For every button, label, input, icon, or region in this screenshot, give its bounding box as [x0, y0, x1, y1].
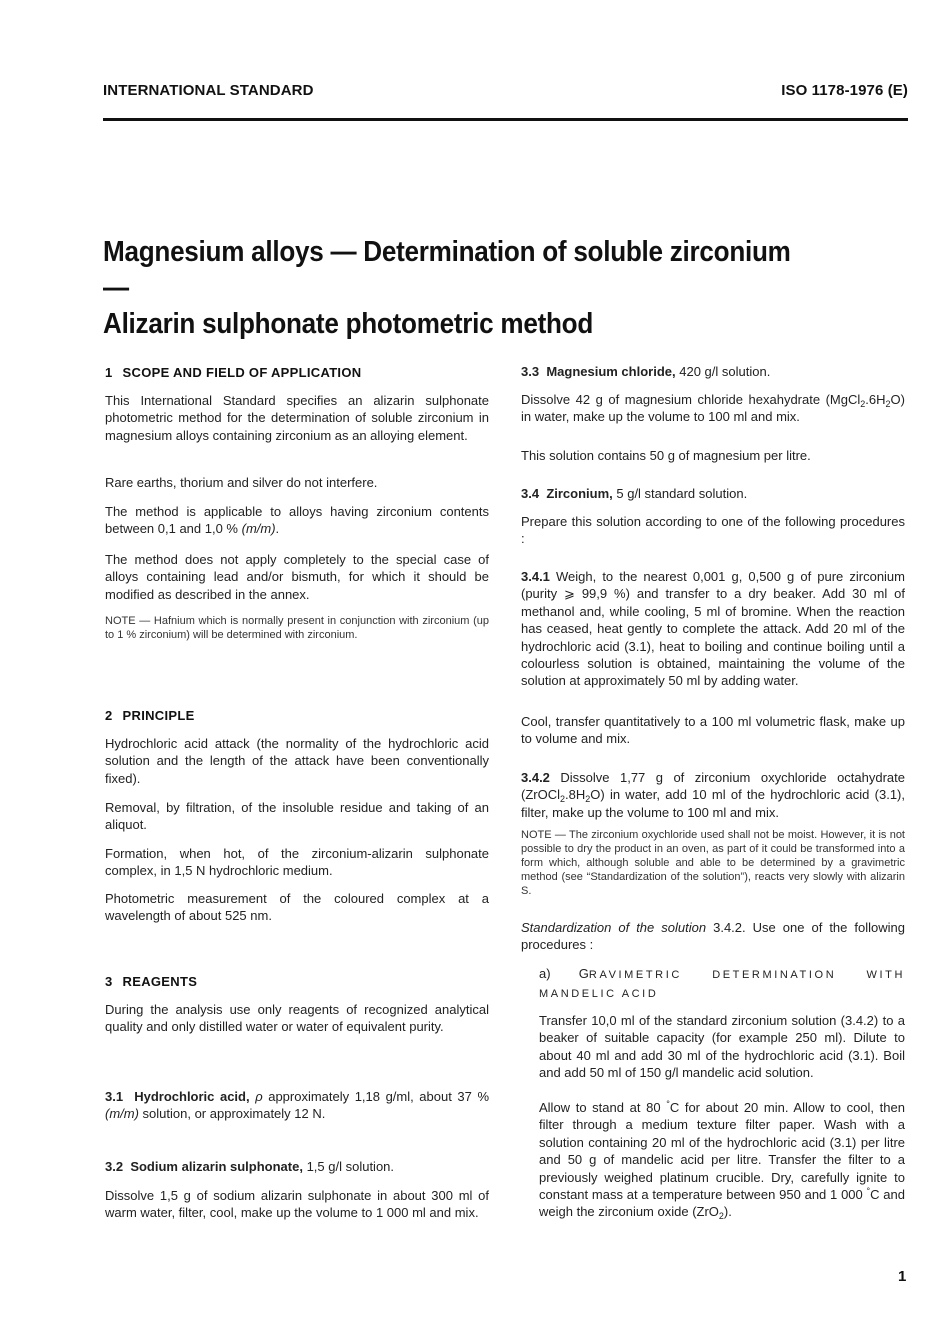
running-header: [103, 82, 908, 99]
section-1-paragraph-1: This International Standard specifies an alizarin sulphonate photometric method for the determination of soluble zirconium in magnesium alloys containing zirconium as an alloying element.: [105, 393, 489, 443]
section-2-heading: 2 PRINCIPLE: [105, 708, 195, 723]
subsection-3-4-paragraph: Prepare this solution according to one of the following procedures :: [521, 514, 905, 547]
subsection-3-2-paragraph: Dissolve 1,5 g of sodium alizarin sulphonate in about 300 ml of warm water, filter, cool, make up the volume to 1 000 ml and mix.: [105, 1188, 489, 1221]
section-2-paragraph-3: Formation, when hot, of the zirconium-alizarin sulphonate complex, in 1,5 N hydrochloric medium.: [105, 846, 489, 879]
subsection-3-4-2-note: NOTE — The zirconium oxychloride used shall not be moist. However, it is not possible to dry the product in an oven, as part of it could be transformed into a form which, although soluble and able to be determined by a gravimetric method (see “Standardization of the solution”), reacts very slowly with alizarin S.: [521, 829, 905, 897]
header-series: INTERNATIONAL STANDARD: [103, 82, 314, 99]
procedure-a-paragraph-1: Transfer 10,0 ml of the standard zirconium solution (3.4.2) to a beaker of suitable capacity (for example 250 ml). Dilute to about 40 ml and add 30 ml of the hydrochloric acid (3.1). Boil and add 50 ml of 150 g/l mandelic acid solution.: [539, 1013, 905, 1081]
header-rule: [103, 118, 908, 121]
subsection-3-4-2-paragraph: 3.4.2 Dissolve 1,77 g of zirconium oxychloride octahydrate $(ZrOCl_2.8H_2O)$ in water, add 10 ml of the hydrochloric acid (3.1), filter, make up the volume to 100 ml and mix.: [521, 770, 905, 820]
subsection-3-2-heading: 3.2 Sodium alizarin sulphonate, 1,5 g/l solution.: [105, 1159, 395, 1174]
section-1-paragraph-2: Rare earths, thorium and silver do not interfere.: [105, 475, 378, 490]
section-1-paragraph-3: The method is applicable to alloys having zirconium contents between 0,1 and 1,0 % (m/m).: [105, 504, 489, 537]
title-line-1: Magnesium alloys — Determination of soluble zirconium —: [103, 236, 791, 304]
standardization-intro: Standardization of the solution 3.4.2. Use one of the following procedures :: [521, 920, 905, 953]
page-number: 1: [898, 1268, 907, 1285]
subsection-3-4-1-paragraph-2: Cool, transfer quantitatively to a 100 ml volumetric flask, make up to volume and mix.: [521, 714, 905, 747]
section-3-paragraph-1: During the analysis use only reagents of recognized analytical quality and only distilled water or water of equivalent purity.: [105, 1002, 489, 1035]
subsection-3-4-1-paragraph-1: 3.4.1 Weigh, to the nearest 0,001 g, 0,500 g of pure zirconium (purity ⩾ 99,9 %) and transfer to a dry beaker. Add 30 ml of methanol and, while cooling, 5 ml of bromine. When the reaction has ceased, heat gently to complete the attack. Add 20 ml of the hydrochloric acid (3.1), heat to boiling and continue boiling until a colourless solution is obtained, maintaining the volume of the solution at approximately 50 ml by adding water.: [521, 569, 905, 689]
section-2-paragraph-4: Photometric measurement of the coloured complex at a wavelength of about 525 nm.: [105, 891, 489, 924]
procedure-a-paragraph-2: Allow to stand at 80 °C for about 20 min. Allow to cool, then filter through a medium texture filter paper. Wash with a solution containing 20 ml of the hydrochloric acid (3.1) per litre and 50 g of mandelic acid per litre. Transfer the filter to a previously weighed platinum crucible. Dry, carefully ignite to constant mass at a temperature between 950 and 1 000 °C and weigh the zirconium oxide (ZrO$_2$).: [539, 1099, 905, 1222]
section-2-paragraph-2: Removal, by filtration, of the insoluble residue and taking of an aliquot.: [105, 800, 489, 833]
header-document-id: ISO 1178-1976 (E): [781, 82, 908, 99]
subsection-3-3-paragraph-2: This solution contains 50 g of magnesium per litre.: [521, 448, 811, 463]
subsection-3-3-heading: 3.3 Magnesium chloride, 420 g/l solution.: [521, 364, 771, 379]
subsection-3-1: 3.1 Hydrochloric acid, ρ approximately 1,18 g/ml, about 37 % (m/m) solution, or approximately 12 N.: [105, 1089, 489, 1122]
section-3-heading: 3 REAGENTS: [105, 974, 198, 989]
document-title: [103, 234, 823, 342]
subsection-3-4-heading: 3.4 Zirconium, 5 g/l standard solution.: [521, 486, 748, 501]
section-1-paragraph-4: The method does not apply completely to the special case of alloys containing lead and/or bismuth, for which it should be modified as described in the annex.: [105, 552, 489, 602]
section-1-heading: 1 SCOPE AND FIELD OF APPLICATION: [105, 365, 362, 380]
subsection-3-3-paragraph-1: Dissolve 42 g of magnesium chloride hexahydrate $(MgCl_2.6H_2O)$ in water, make up the volume to 100 ml and mix.: [521, 392, 905, 425]
title-line-2: Alizarin sulphonate photometric method: [103, 308, 594, 340]
procedure-a-heading: a) GRAVIMETRIC DETERMINATION WITH MANDELIC ACID: [539, 966, 905, 1001]
section-1-note: NOTE — Hafnium which is normally present in conjunction with zirconium (up to 1 % zirconium) will be determined with zirconium.: [105, 615, 489, 641]
section-2-paragraph-1: Hydrochloric acid attack (the normality of the hydrochloric acid solution and the length of the attack have been conventionally fixed).: [105, 736, 489, 786]
